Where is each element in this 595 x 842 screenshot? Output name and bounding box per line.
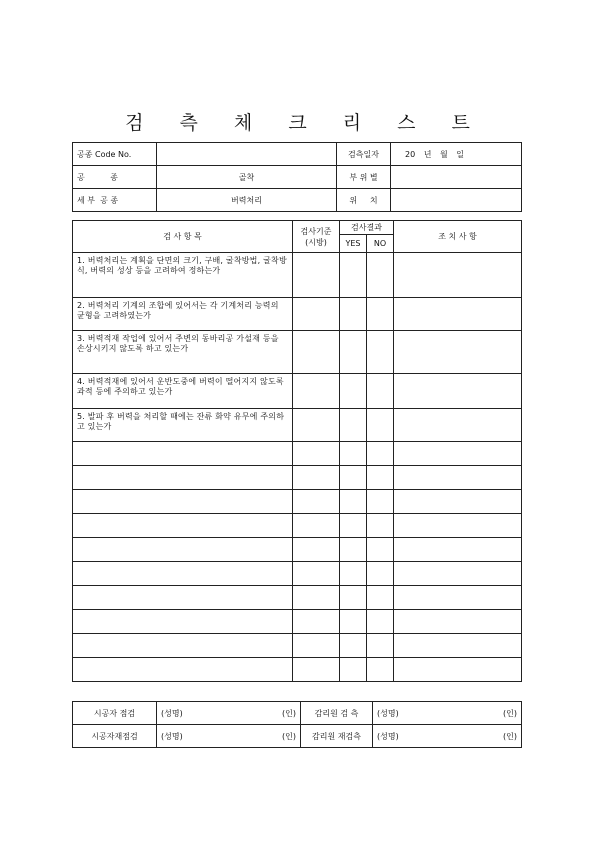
header-result: 검사결과 (340, 221, 394, 235)
table-row (73, 634, 522, 658)
check-item (73, 586, 293, 610)
table-row (73, 253, 522, 298)
action-cell[interactable] (394, 253, 522, 298)
work-type-value[interactable]: 골착 (157, 166, 337, 189)
check-item (73, 634, 293, 658)
action-cell[interactable] (394, 634, 522, 658)
yes-cell[interactable] (340, 409, 367, 442)
table-row (73, 374, 522, 409)
criteria-cell[interactable] (293, 374, 340, 409)
yes-cell[interactable] (340, 253, 367, 298)
yes-cell[interactable] (340, 586, 367, 610)
no-cell[interactable] (367, 374, 394, 409)
no-cell[interactable] (367, 331, 394, 374)
check-item (73, 514, 293, 538)
supervisor-recheck-label: 감리원 재검측 (301, 725, 373, 748)
name-field: (성명) (377, 708, 399, 718)
table-row (73, 586, 522, 610)
inspection-date-value[interactable]: 20 년 월 일 (391, 143, 522, 166)
yes-cell[interactable] (340, 442, 367, 466)
action-cell[interactable] (394, 409, 522, 442)
inspection-date-label: 검측일자 (337, 143, 391, 166)
header-row (73, 221, 522, 235)
criteria-cell[interactable] (293, 610, 340, 634)
sub-work-label: 세 부 공 종 (73, 189, 157, 212)
criteria-cell[interactable] (293, 538, 340, 562)
no-cell[interactable] (367, 586, 394, 610)
contractor-recheck-label: 시공자재점검 (73, 725, 157, 748)
contractor-check-label: 시공자 점검 (73, 702, 157, 725)
yes-cell[interactable] (340, 466, 367, 490)
check-item: 5. 발파 후 버력을 처리할 때에는 잔류 화약 유무에 주의하고 있는가 (73, 409, 293, 442)
criteria-cell[interactable] (293, 634, 340, 658)
table-row (73, 490, 522, 514)
header-yes: YES (340, 235, 367, 253)
criteria-cell[interactable] (293, 562, 340, 586)
position-label: 위 치 (337, 189, 391, 212)
action-cell[interactable] (394, 331, 522, 374)
no-cell[interactable] (367, 658, 394, 682)
check-item (73, 538, 293, 562)
check-item (73, 562, 293, 586)
work-type-label: 공 종 (73, 166, 157, 189)
no-cell[interactable] (367, 298, 394, 331)
action-cell[interactable] (394, 658, 522, 682)
action-cell[interactable] (394, 298, 522, 331)
check-item: 2. 버력처리 기계의 조합에 있어서는 각 기계처리 능력의 균형을 고려하였는가 (73, 298, 293, 331)
table-row (73, 562, 522, 586)
header-action: 조 치 사 항 (394, 221, 522, 253)
header-no: NO (367, 235, 394, 253)
no-cell[interactable] (367, 466, 394, 490)
no-cell[interactable] (367, 634, 394, 658)
check-item (73, 466, 293, 490)
table-row (73, 442, 522, 466)
table-row (73, 466, 522, 490)
no-cell[interactable] (367, 538, 394, 562)
yes-cell[interactable] (340, 298, 367, 331)
supervisor-recheck-sign[interactable] (373, 725, 522, 748)
table-row (73, 409, 522, 442)
table-row (73, 298, 522, 331)
no-cell[interactable] (367, 442, 394, 466)
yes-cell[interactable] (340, 538, 367, 562)
criteria-cell[interactable] (293, 658, 340, 682)
seal-field: (인) (503, 731, 517, 741)
criteria-cell[interactable] (293, 409, 340, 442)
table-row (73, 658, 522, 682)
check-item (73, 490, 293, 514)
yes-cell[interactable] (340, 331, 367, 374)
action-cell[interactable] (394, 538, 522, 562)
check-item: 1. 버력처리는 계획을 단면의 크기, 구배, 굴착방법, 굴착방식, 버력의 성상 등을 고려하여 정하는가 (73, 253, 293, 298)
contractor-recheck-sign[interactable] (157, 725, 301, 748)
info-row-sub-work (73, 189, 522, 212)
check-item (73, 658, 293, 682)
signature-row-2 (73, 725, 522, 748)
table-row (73, 331, 522, 374)
code-label: 공종 Code No. (73, 143, 157, 166)
signature-row-1 (73, 702, 522, 725)
criteria-cell[interactable] (293, 586, 340, 610)
criteria-cell[interactable] (293, 298, 340, 331)
action-cell[interactable] (394, 562, 522, 586)
action-cell[interactable] (394, 490, 522, 514)
action-cell[interactable] (394, 586, 522, 610)
no-cell[interactable] (367, 490, 394, 514)
criteria-cell[interactable] (293, 442, 340, 466)
signature-table (72, 701, 522, 748)
position-value[interactable] (391, 189, 522, 212)
name-field: (성명) (161, 731, 183, 741)
page-title: 검 측 체 크 리 스 트 (125, 112, 485, 134)
table-row (73, 610, 522, 634)
sub-work-value[interactable]: 버력처리 (157, 189, 337, 212)
criteria-cell[interactable] (293, 466, 340, 490)
criteria-cell[interactable] (293, 331, 340, 374)
yes-cell[interactable] (340, 490, 367, 514)
check-item (73, 442, 293, 466)
seal-field: (인) (282, 731, 296, 741)
no-cell[interactable] (367, 514, 394, 538)
yes-cell[interactable] (340, 514, 367, 538)
no-cell[interactable] (367, 610, 394, 634)
location-label: 부 위 별 (337, 166, 391, 189)
check-item: 4. 버력적재에 있어서 운반도중에 버력이 떨어지지 않도록 과적 등에 주의하고 있는가 (73, 374, 293, 409)
yes-cell[interactable] (340, 658, 367, 682)
info-table (72, 142, 522, 212)
info-row-code (73, 143, 522, 166)
no-cell[interactable] (367, 562, 394, 586)
yes-cell[interactable] (340, 610, 367, 634)
check-item: 3. 버력적재 작업에 있어서 주변의 동바리공 가설재 등을 손상시키지 않도록 하고 있는가 (73, 331, 293, 374)
table-row (73, 538, 522, 562)
action-cell[interactable] (394, 442, 522, 466)
criteria-cell[interactable] (293, 490, 340, 514)
seal-field: (인) (282, 708, 296, 718)
info-row-work-type (73, 166, 522, 189)
no-cell[interactable] (367, 409, 394, 442)
action-cell[interactable] (394, 610, 522, 634)
location-value[interactable] (391, 166, 522, 189)
yes-cell[interactable] (340, 634, 367, 658)
name-field: (성명) (161, 708, 183, 718)
supervisor-check-label: 감리원 검 측 (301, 702, 373, 725)
seal-field: (인) (503, 708, 517, 718)
table-row (73, 514, 522, 538)
action-cell[interactable] (394, 514, 522, 538)
header-item: 검 사 항 목 (73, 221, 293, 253)
check-item (73, 610, 293, 634)
no-cell[interactable] (367, 253, 394, 298)
header-criteria: 검사기준 (시방) (293, 221, 340, 253)
criteria-cell[interactable] (293, 514, 340, 538)
criteria-cell[interactable] (293, 253, 340, 298)
name-field: (성명) (377, 731, 399, 741)
supervisor-check-sign[interactable] (373, 702, 522, 725)
yes-cell[interactable] (340, 374, 367, 409)
code-value[interactable] (157, 143, 337, 166)
action-cell[interactable] (394, 374, 522, 409)
contractor-check-sign[interactable] (157, 702, 301, 725)
action-cell[interactable] (394, 466, 522, 490)
checklist-table (72, 220, 522, 682)
yes-cell[interactable] (340, 562, 367, 586)
